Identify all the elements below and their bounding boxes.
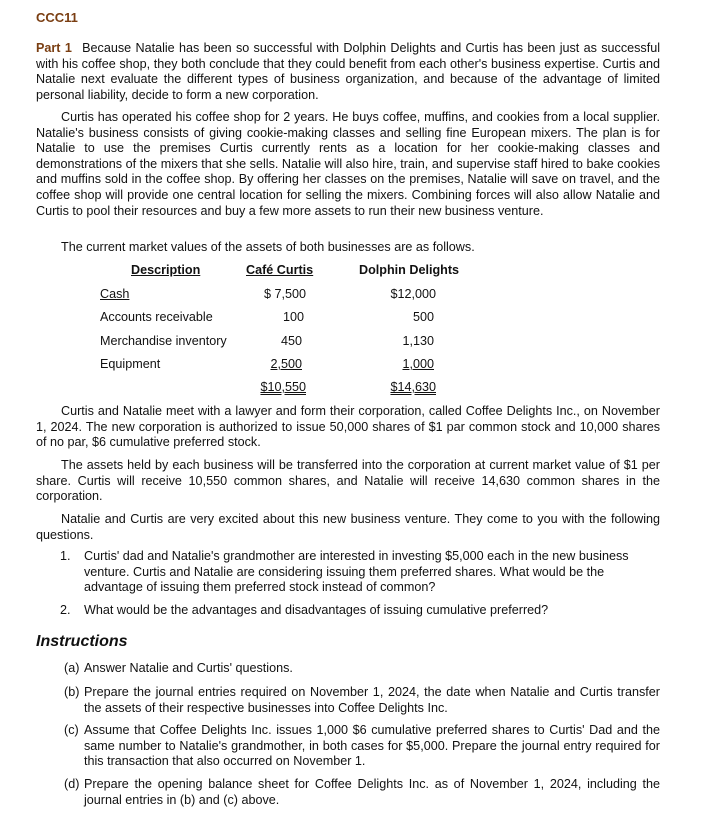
total-cafe: $10,550 bbox=[260, 380, 306, 394]
questions-intro: Natalie and Curtis are very excited about this new business venture. They come to you with the following questions. bbox=[36, 512, 660, 542]
part-label: Part 1 bbox=[36, 41, 72, 55]
row-dolphin: 1,130 bbox=[402, 334, 434, 348]
header-dolphin-delights: Dolphin Delights bbox=[359, 263, 460, 277]
intro-text: Because Natalie has been so successful with Dolphin Delights and Curtis has been just as successful with his coffee shop, they both conclude that they could benefit from each other's business expertise. Curtis and Natalie next evaluate the different types of business organization, and because of the advantage of limited personal liability, decide to form a new corporation. bbox=[36, 41, 661, 102]
header-description: Description bbox=[131, 263, 201, 277]
row-cafe: 450 bbox=[280, 334, 302, 348]
intro-paragraph bbox=[36, 41, 660, 103]
row-desc: Equipment bbox=[100, 357, 161, 371]
question-number: 1. bbox=[60, 549, 71, 563]
question-text: Curtis' dad and Natalie's grandmother are interested in investing $5,000 each in the new business venture. Curtis and Natalie are considering issuing them preferred shares. What would be the advantage of issuing them preferred stock instead of common? bbox=[84, 549, 629, 595]
transfer-paragraph: The assets held by each business will be transferred into the corporation at current market value of $1 per share. Curtis will receive 10,550 common shares, and Natalie will receive 14,630 common shares in the corporation. bbox=[36, 458, 660, 504]
row-desc: Cash bbox=[100, 287, 130, 301]
instruction-text: Prepare the journal entries required on November 1, 2024, the date when Natalie and Curtis transfer the assets of their respective businesses into Coffee Delights Inc. bbox=[84, 685, 660, 715]
table-intro: The current market values of the assets of both businesses are as follows. bbox=[61, 240, 475, 254]
row-cafe: 2,500 bbox=[270, 357, 302, 371]
row-desc: Accounts receivable bbox=[100, 310, 213, 324]
row-desc: Merchandise inventory bbox=[100, 334, 227, 348]
instruction-text: Assume that Coffee Delights Inc. issues 1,000 $6 cumulative preferred shares to Curtis' Dad and the same number to Natalie's grandmother, in both cases for $5,000. Prepare the journal entry required for this transaction that also occurred on November 1. bbox=[84, 723, 660, 769]
instructions-heading: Instructions bbox=[36, 633, 128, 650]
row-dolphin: 500 bbox=[412, 310, 434, 324]
formation-paragraph: Curtis and Natalie meet with a lawyer and form their corporation, called Coffee Delights Inc., on November 1, 2024. The new corporation is authorized to issue 50,000 shares of $1 par common stock and 10,000 shares of no par, $6 cumulative preferred stock. bbox=[36, 404, 660, 450]
total-dolphin: $14,630 bbox=[390, 380, 436, 394]
row-dolphin: 1,000 bbox=[402, 357, 434, 371]
instruction-label: (d) bbox=[64, 777, 80, 791]
instruction-label: (b) bbox=[64, 685, 80, 699]
row-cafe: $ 7,500 bbox=[263, 287, 306, 301]
background-paragraph: Curtis has operated his coffee shop for 2 years. He buys coffee, muffins, and cookies from a local supplier. Natalie's business consists of giving cookie-making classes and selling fine European mixers. The plan is for Natalie to use the premises Curtis currently rents as a location for her cookie-making classes and demonstrations of the mixers that she sells. Natalie will also hire, train, and supervise staff hired to bake cookies and muffins sold in the coffee shop. By offering her classes on the premises, Natalie will save on travel, and the coffee shop will provide one central location for selling the mixers. Combining forces will also allow Natalie and Curtis to pool their resources and buy a few more assets to run their new business venture. bbox=[36, 110, 660, 218]
instruction-text: Answer Natalie and Curtis' questions. bbox=[84, 661, 293, 675]
header-cafe-curtis: Café Curtis bbox=[246, 263, 314, 277]
instruction-label: (a) bbox=[64, 661, 80, 675]
instruction-text: Prepare the opening balance sheet for Coffee Delights Inc. as of November 1, 2024, including the journal entries in (b) and (c) above. bbox=[84, 777, 660, 807]
row-dolphin: $12,000 bbox=[390, 287, 436, 301]
question-text: What would be the advantages and disadvantages of issuing cumulative preferred? bbox=[84, 603, 549, 617]
case-code: CCC11 bbox=[36, 10, 78, 25]
row-cafe: 100 bbox=[282, 310, 304, 324]
question-number: 2. bbox=[60, 603, 71, 617]
instruction-label: (c) bbox=[64, 723, 79, 737]
